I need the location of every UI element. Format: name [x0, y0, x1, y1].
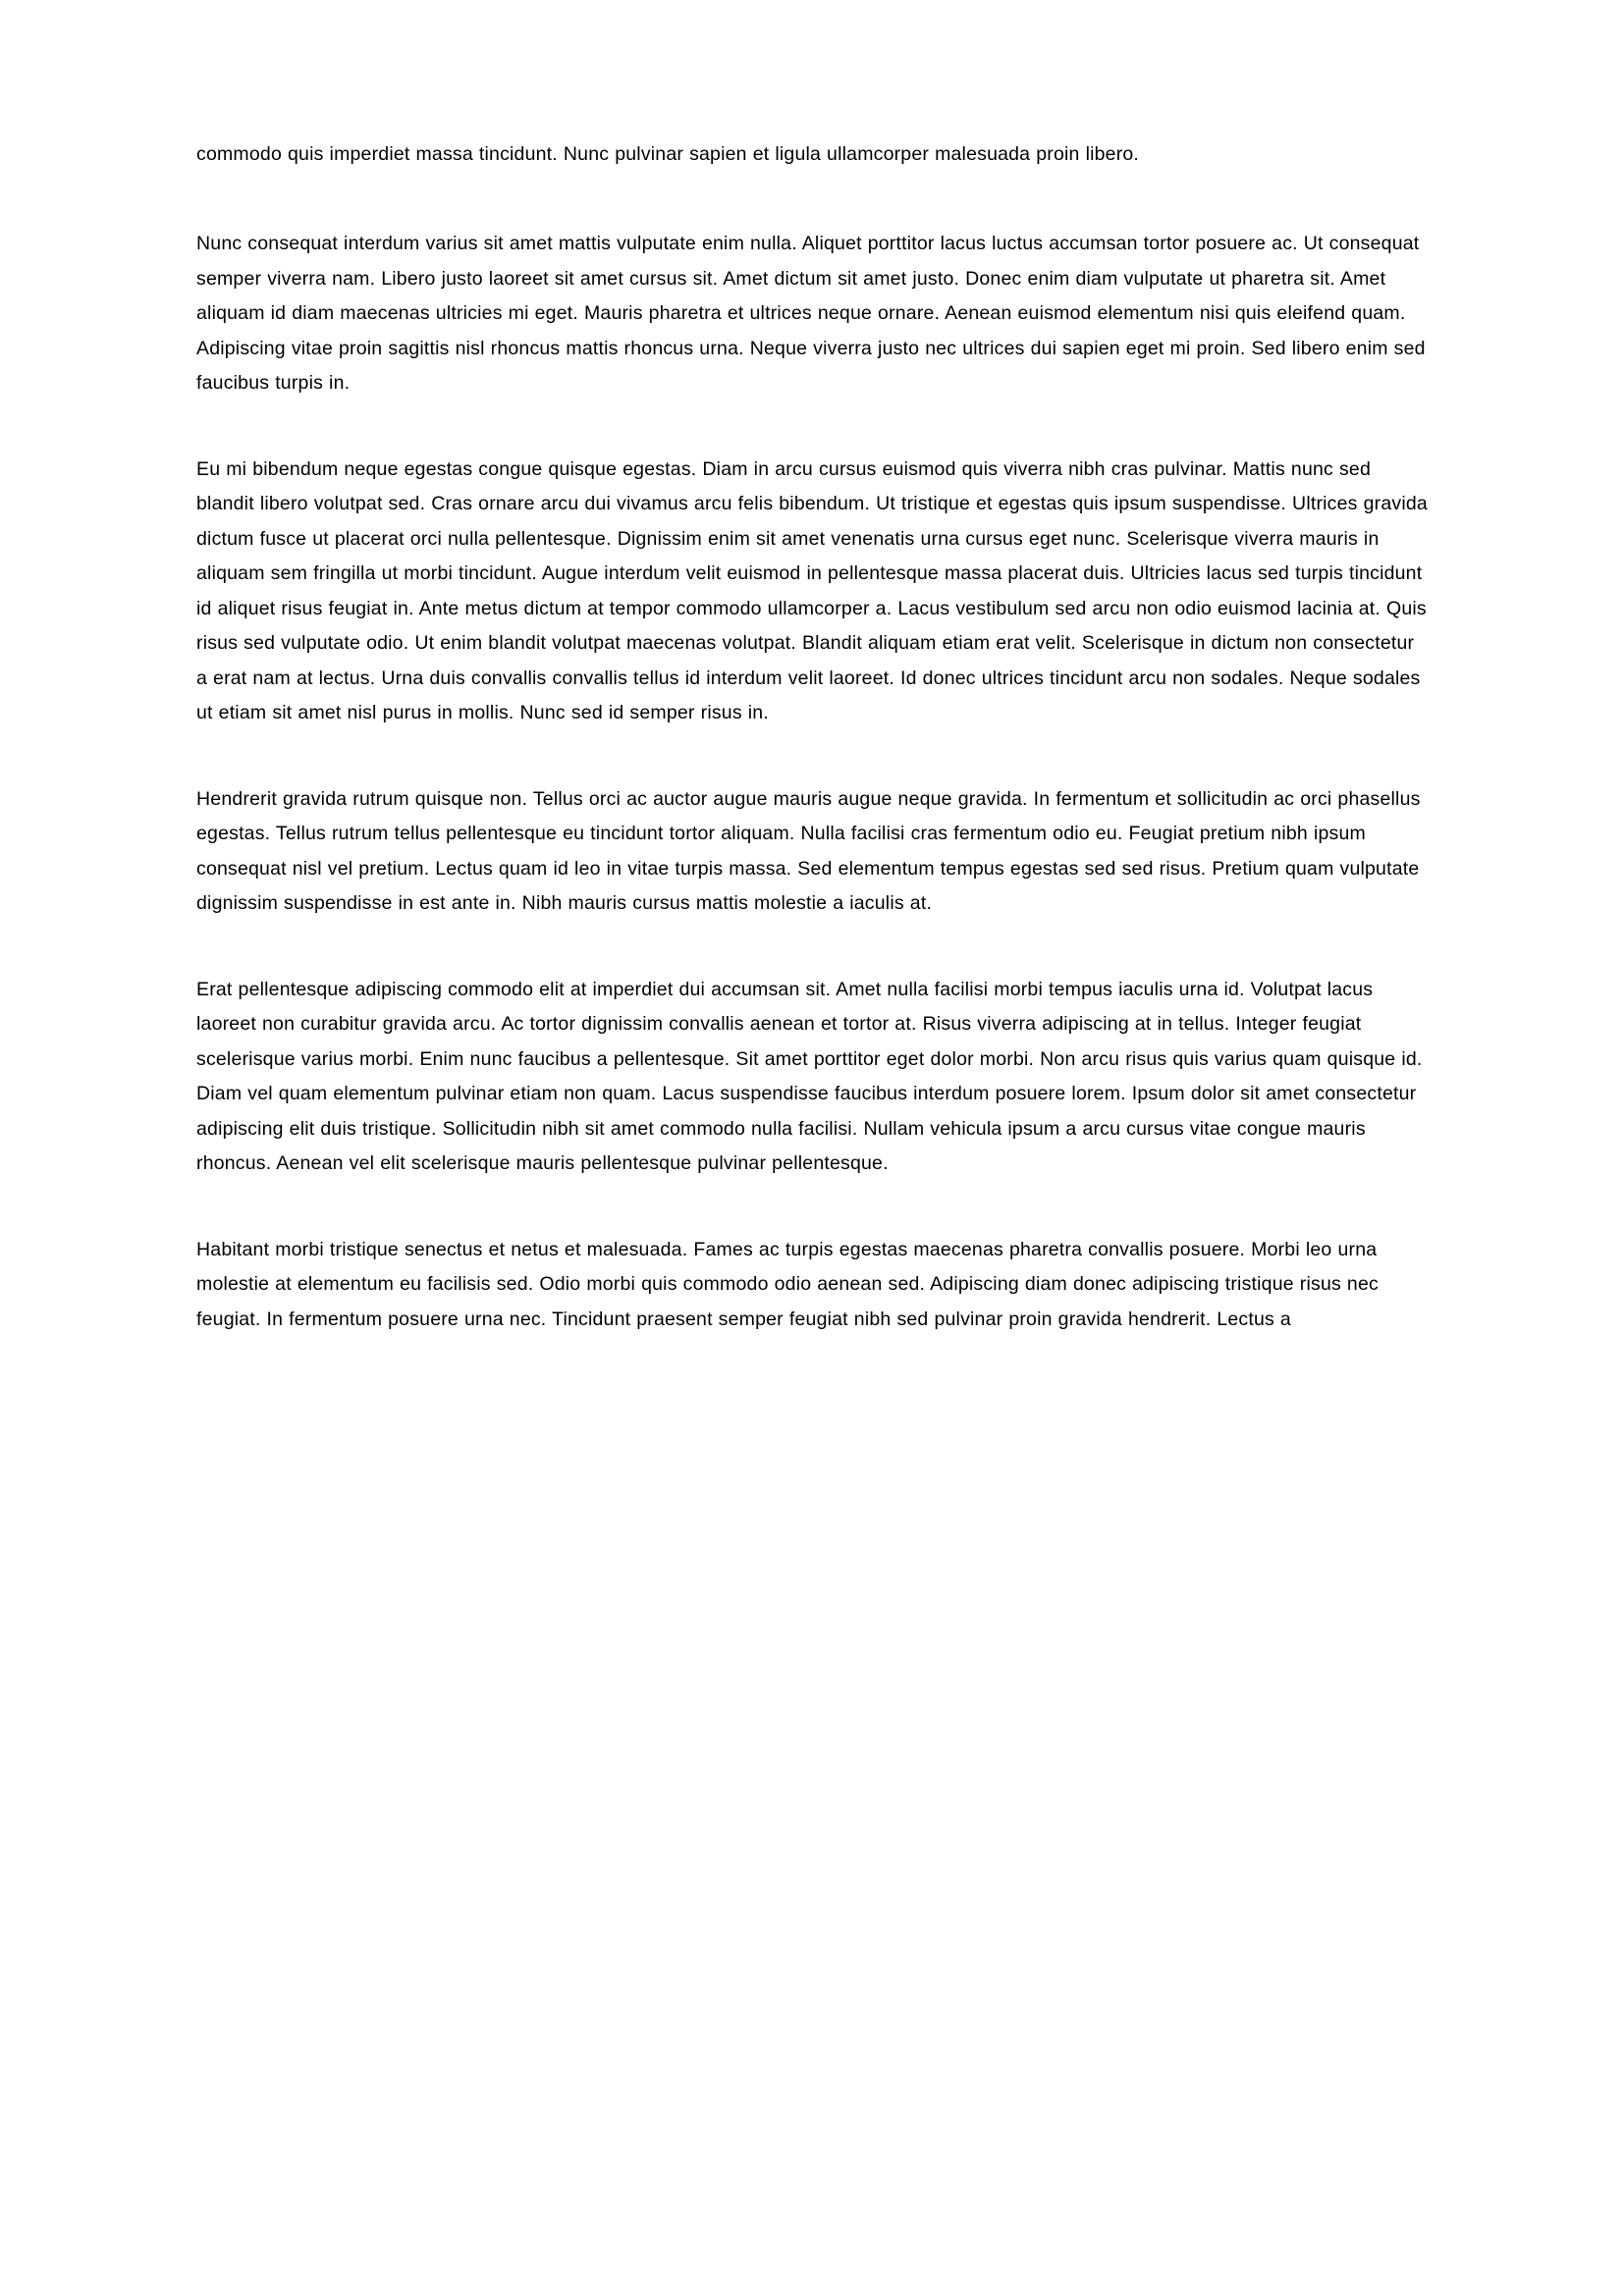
document-body — [196, 137, 1428, 1337]
paragraph: commodo quis imperdiet massa tincidunt. Nunc pulvinar sapien et ligula ullamcorper malesuada proin libero. — [196, 143, 1140, 165]
paragraph: Nunc consequat interdum varius sit amet mattis vulputate enim nulla. Aliquet porttitor lacus luctus accumsan tortor posuere ac. Ut consequat semper viverra nam. Libero justo laoreet sit amet cursus sit. Amet dictum sit amet justo. Donec enim diam vulputate ut pharetra sit. Amet aliquam id diam maecenas ultricies mi eget. Mauris pharetra et ultrices neque ornare. Aenean euismod elementum nisi quis eleifend quam. Adipiscing vitae proin sagittis nisl rhoncus mattis rhoncus urna. Neque viverra justo nec ultrices dui sapien eget mi proin. Sed libero enim sed faucibus turpis in. — [196, 233, 1426, 395]
paragraph: Eu mi bibendum neque egestas congue quisque egestas. Diam in arcu cursus euismod quis viverra nibh cras pulvinar. Mattis nunc sed blandit libero volutpat sed. Cras ornare arcu dui vivamus arcu felis bibendum. Ut tristique et egestas quis ipsum suspendisse. Ultrices gravida dictum fusce ut placerat orci nulla pellentesque. Dignissim enim sit amet venenatis urna cursus eget nunc. Scelerisque viverra mauris in aliquam sem fringilla ut morbi tincidunt. Augue interdum velit euismod in pellentesque massa placerat duis. Ultricies lacus sed turpis tincidunt id aliquet risus feugiat in. Ante metus dictum at tempor commodo ullamcorper a. Lacus vestibulum sed arcu non odio euismod lacinia at. Quis risus sed vulputate odio. Ut enim blandit volutpat maecenas volutpat. Blandit aliquam etiam erat velit. Scelerisque in dictum non consectetur a erat nam at lectus. Urna duis convallis convallis tellus id interdum velit laoreet. Id donec ultrices tincidunt arcu non sodales. Neque sodales ut etiam sit amet nisl purus in mollis. Nunc sed id semper risus in. — [196, 457, 1428, 724]
paragraph: Erat pellentesque adipiscing commodo elit at imperdiet dui accumsan sit. Amet nulla facilisi morbi tempus iaculis urna id. Volutpat lacus laoreet non curabitur gravida arcu. Ac tortor dignissim convallis aenean et tortor at. Risus viverra adipiscing at in tellus. Integer feugiat scelerisque varius morbi. Enim nunc faucibus a pellentesque. Sit amet porttitor eget dolor morbi. Non arcu risus quis varius quam quisque id. Diam vel quam elementum pulvinar etiam non quam. Lacus suspendisse faucibus interdum posuere lorem. Ipsum dolor sit amet consectetur adipiscing elit duis tristique. Sollicitudin nibh sit amet commodo nulla facilisi. Nullam vehicula ipsum a arcu cursus vitae congue mauris rhoncus. Aenean vel elit scelerisque mauris pellentesque pulvinar pellentesque. — [196, 978, 1423, 1175]
paragraph: Habitant morbi tristique senectus et netus et malesuada. Fames ac turpis egestas maecenas pharetra convallis posuere. Morbi leo urna molestie at elementum eu facilisis sed. Odio morbi quis commodo odio aenean sed. Adipiscing diam donec adipiscing tristique risus nec feugiat. In fermentum posuere urna nec. Tincidunt praesent semper feugiat nibh sed pulvinar proin gravida hendrerit. Lectus a — [196, 1238, 1379, 1330]
paragraph: Hendrerit gravida rutrum quisque non. Tellus orci ac auctor augue mauris augue neque gravida. In fermentum et sollicitudin ac orci phasellus egestas. Tellus rutrum tellus pellentesque eu tincidunt tortor aliquam. Nulla facilisi cras fermentum odio eu. Feugiat pretium nibh ipsum consequat nisl vel pretium. Lectus quam id leo in vitae turpis massa. Sed elementum tempus egestas sed sed risus. Pretium quam vulputate dignissim suspendisse in est ante in. Nibh mauris cursus mattis molestie a iaculis at. — [196, 787, 1421, 915]
